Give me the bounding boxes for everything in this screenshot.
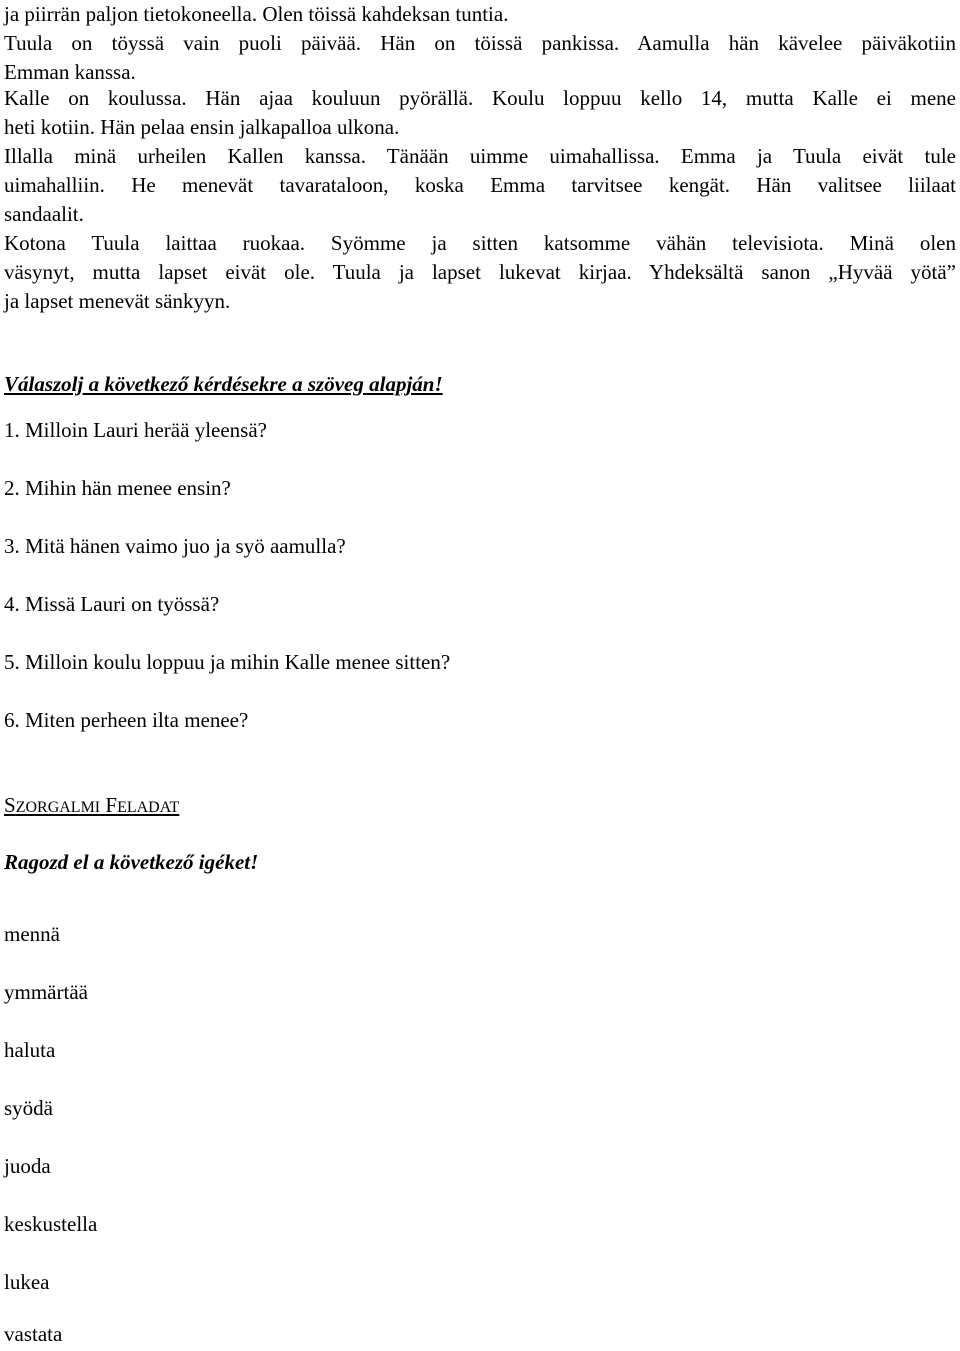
verb-item: lukea	[4, 1270, 50, 1294]
story-paragraph-5	[4, 229, 956, 317]
story-paragraph-1	[4, 0, 956, 29]
verb-item: keskustella	[4, 1212, 98, 1236]
verb-item: ymmärtää	[4, 980, 88, 1004]
story-line: uimahalliin. He menevät tavarataloon, koska Emma tarvitsee kengät. Hän valitsee liilaat	[4, 173, 956, 198]
story-line: Illalla minä urheilen Kallen kanssa. Tänään uimme uimahallissa. Emma ja Tuula eivät tule	[4, 144, 956, 168]
question-item: 4. Missä Lauri on työssä?	[4, 592, 220, 616]
verb-item: syödä	[4, 1096, 53, 1120]
question-item: 6. Miten perheen ilta menee?	[4, 708, 249, 732]
story-line: heti kotiin. Hän pelaa ensin jalkapalloa ulkona.	[4, 115, 400, 140]
story-paragraph-2	[4, 29, 956, 87]
story-line: Kalle on koulussa. Hän ajaa kouluun pyörällä. Koulu loppuu kello 14, mutta Kalle ei mene	[4, 86, 956, 110]
story-line: Emman kanssa.	[4, 60, 136, 85]
story-line: ja piirrän paljon tietokoneella. Olen töissä kahdeksan tuntia.	[4, 2, 509, 26]
story-line: Kotona Tuula laittaa ruokaa. Syömme ja sitten katsomme vähän televisiota. Minä olen	[4, 231, 956, 255]
verb-item: juoda	[4, 1154, 51, 1178]
verb-item: haluta	[4, 1038, 56, 1062]
question-item: 1. Milloin Lauri herää yleensä?	[4, 418, 267, 442]
story-line: Tuula on töyssä vain puoli päivää. Hän on töissä pankissa. Aamulla hän kävelee päiväkotiin	[4, 31, 956, 55]
conjugation-task-heading: Ragozd el a következő igéket!	[4, 850, 259, 874]
question-item: 5. Milloin koulu loppuu ja mihin Kalle menee sitten?	[4, 650, 451, 674]
story-line: sandaalit.	[4, 202, 84, 227]
questions-heading: Válaszolj a következő kérdésekre a szöveg alapján!	[4, 372, 443, 396]
extra-task-heading: SZORGALMI FELADAT	[4, 793, 180, 817]
story-paragraph-4	[4, 142, 956, 230]
question-item: 3. Mitä hänen vaimo juo ja syö aamulla?	[4, 534, 346, 558]
verb-item: vastata	[4, 1322, 63, 1346]
story-paragraph-3	[4, 84, 956, 142]
verb-item: mennä	[4, 922, 60, 946]
story-line: väsynyt, mutta lapset eivät ole. Tuula ja lapset lukevat kirjaa. Yhdeksältä sanon „Hyvää yötä”	[4, 260, 956, 285]
question-item: 2. Mihin hän menee ensin?	[4, 476, 231, 500]
story-line: ja lapset menevät sänkyyn.	[4, 289, 231, 314]
